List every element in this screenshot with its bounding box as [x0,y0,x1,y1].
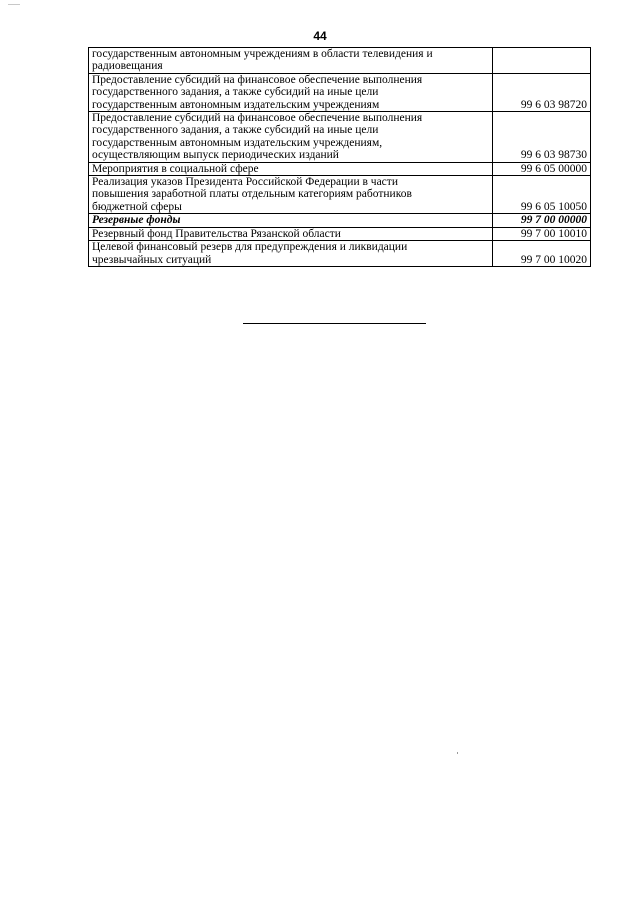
row-code-cell: 99 7 00 00000 [493,214,591,227]
table-section-row [89,214,591,227]
row-code-cell: 99 7 00 10010 [493,227,591,240]
row-name-line: государственным автономным издательским учреждениям [92,98,380,111]
table-row [89,176,591,214]
end-of-document-rule [243,323,426,324]
row-name-line: Предоставление субсидий на финансовое обеспечение выполнения [92,112,423,125]
table-row [89,162,591,175]
row-name-cell [89,241,493,267]
row-name-line: Реализация указов Президента Российской Федерации в части [92,176,398,189]
scan-artifact [8,4,20,5]
row-name-cell [89,227,493,240]
row-name-line: государственным автономным учреждениям в области телевидения и [92,48,433,60]
table-row [89,241,591,267]
row-name-line: Резервный фонд Правительства Рязанской области [92,227,341,240]
table-row [89,112,591,163]
row-name-line: радиовещания [92,60,163,73]
row-name-line: государственным автономным издательским учреждениям, [92,136,383,149]
scan-artifact [457,752,458,754]
table-body [89,48,591,267]
row-name-line: государственного задания, а также субсидий на иные цели [92,86,379,99]
row-name-line: бюджетной сферы [92,200,182,213]
row-name-cell [89,214,493,227]
row-name-line: Резервные фонды [92,214,181,227]
row-code-cell: 99 6 05 00000 [493,162,591,175]
row-code-cell: 99 6 03 98730 [493,112,591,163]
table-row [89,73,591,111]
row-code-cell [493,48,591,74]
row-name-line: повышения заработной платы отдельным категориям работников [92,188,412,201]
row-name-cell [89,48,493,74]
table-row [89,48,591,74]
row-name-line: чрезвычайных ситуаций [92,253,212,266]
row-name-line: государственного задания, а также субсидий на иные цели [92,124,379,137]
row-code-cell: 99 6 03 98720 [493,73,591,111]
row-code-cell: 99 6 05 10050 [493,176,591,214]
row-name-line: Мероприятия в социальной сфере [92,162,259,175]
row-name-cell [89,73,493,111]
row-name-line: Предоставление субсидий на финансовое обеспечение выполнения [92,73,423,86]
row-code-cell: 99 7 00 10020 [493,241,591,267]
table-row [89,227,591,240]
row-name-line: осуществляющим выпуск периодических изданий [92,149,339,162]
row-name-line: Целевой финансовый резерв для предупреждения и ликвидации [92,241,408,254]
row-name-cell [89,176,493,214]
row-name-cell [89,162,493,175]
row-name-cell [89,112,493,163]
budget-classification-table [88,47,591,267]
page-number: 44 [313,29,327,43]
